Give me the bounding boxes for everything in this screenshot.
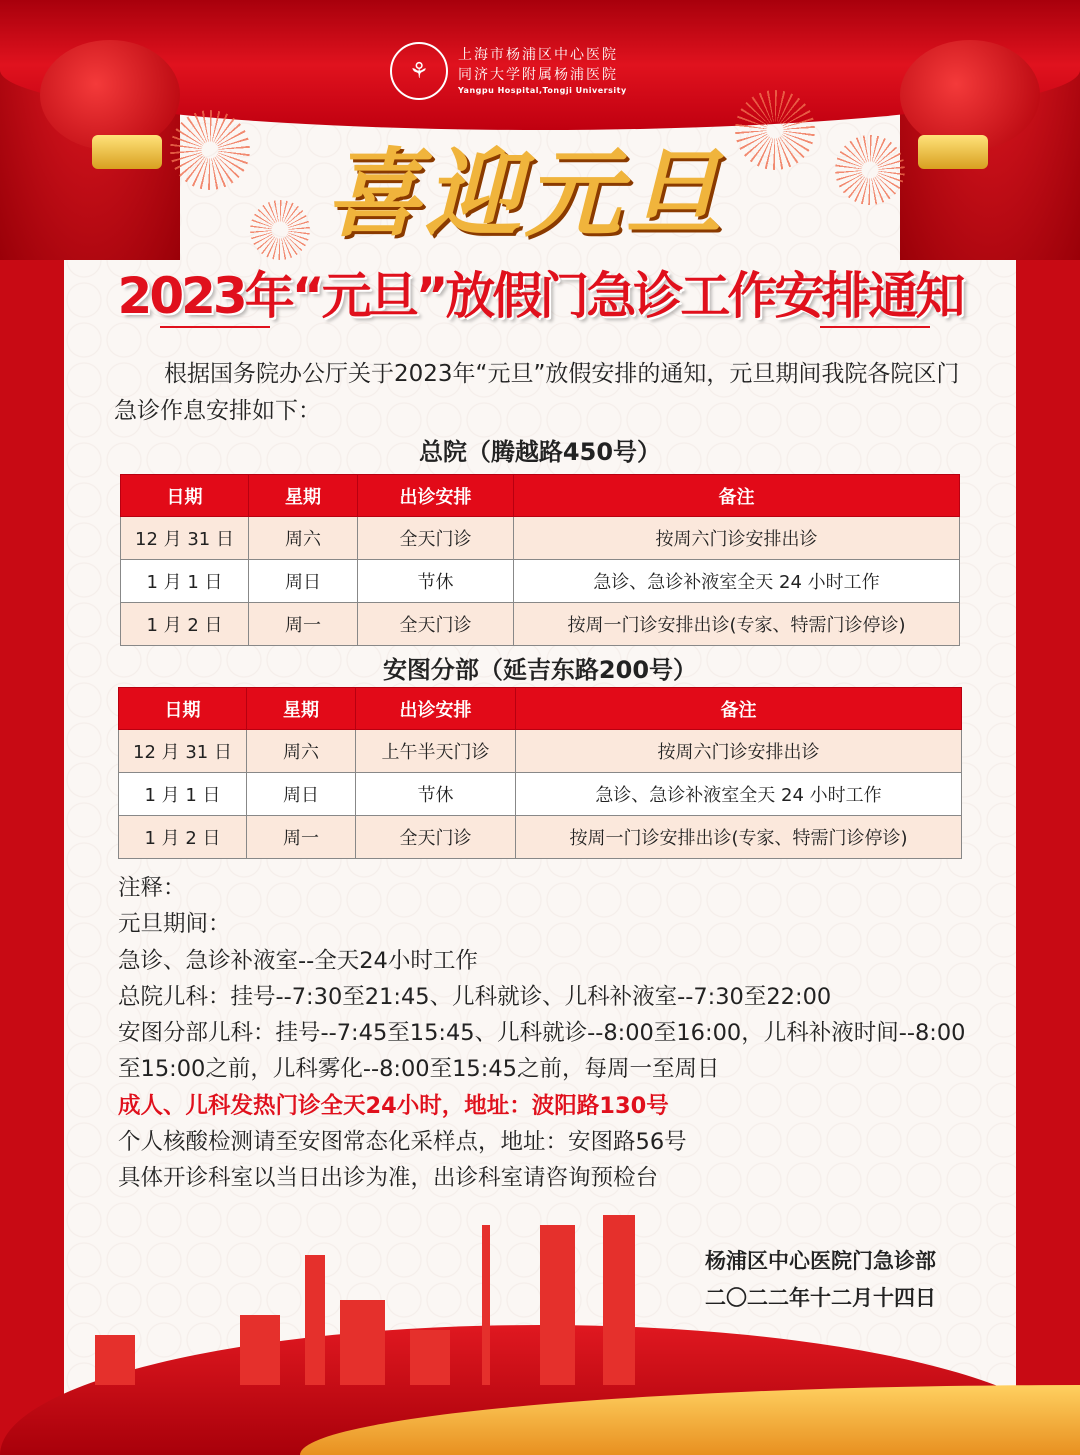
header-remarks: 备注 (514, 475, 960, 517)
cell-remarks: 按周六门诊安排出诊 (516, 730, 962, 773)
logo-name-en: Yangpu Hospital,Tongji University (458, 86, 627, 95)
cell-date: 1 月 1 日 (121, 560, 249, 603)
table-header-row (119, 688, 962, 730)
campus2-heading: 安图分部（延吉东路200号） (382, 656, 698, 684)
firework-icon (835, 135, 905, 205)
greeting-headline: 喜迎元旦 (325, 137, 725, 250)
cell-remarks: 急诊、急诊补液室全天 24 小时工作 (516, 773, 962, 816)
table-row (121, 560, 960, 603)
cell-date: 12 月 31 日 (119, 730, 247, 773)
table-row (119, 816, 962, 859)
cell-date: 12 月 31 日 (121, 517, 249, 560)
title-underline (820, 326, 930, 328)
cell-remarks: 按周一门诊安排出诊(专家、特需门诊停诊) (516, 816, 962, 859)
intro-paragraph: 根据国务院办公厅关于2023年“元旦”放假安排的通知，元旦期间我院各院区门急诊作息安排如下： (114, 361, 960, 424)
skyline-building (540, 1225, 575, 1385)
skyline-building (240, 1315, 280, 1385)
header-date: 日期 (121, 475, 249, 517)
hospital-logo (390, 42, 627, 100)
header-arrangement: 出诊安排 (356, 688, 516, 730)
cell-date: 1 月 1 日 (119, 773, 247, 816)
skyline-building (603, 1215, 635, 1385)
cell-arrangement: 全天门诊 (358, 603, 514, 646)
signature-department: 杨浦区中心医院门急诊部 (705, 1249, 936, 1273)
skyline-building (95, 1335, 135, 1385)
page-title: 2023年“元旦”放假门急诊工作安排通知 (117, 267, 963, 325)
header-arrangement: 出诊安排 (358, 475, 514, 517)
header-date: 日期 (119, 688, 247, 730)
skyline-building (305, 1255, 325, 1385)
lantern-tassel-left (92, 135, 162, 169)
notes-line: 总院儿科：挂号--7:30至21:45、儿科就诊、儿科补液室--7:30至22:00 (118, 983, 832, 1010)
cell-arrangement: 全天门诊 (358, 517, 514, 560)
notes-line: 具体开诊科室以当日出诊为准，出诊科室请咨询预检台 (118, 1165, 659, 1192)
logo-name-cn-2: 同济大学附属杨浦医院 (458, 67, 618, 83)
signature-date: 二〇二二年十二月十四日 (705, 1286, 936, 1310)
cell-remarks: 按周六门诊安排出诊 (514, 517, 960, 560)
cell-arrangement: 节休 (356, 773, 516, 816)
fever-clinic-notice: 成人、儿科发热门诊全天24小时，地址：波阳路130号 (118, 1092, 669, 1119)
notes-line: 急诊、急诊补液室--全天24小时工作 (118, 947, 478, 974)
cell-weekday: 周六 (249, 517, 358, 560)
cell-remarks: 急诊、急诊补液室全天 24 小时工作 (514, 560, 960, 603)
cell-arrangement: 上午半天门诊 (356, 730, 516, 773)
title-underline (160, 326, 270, 328)
cell-weekday: 周一 (247, 816, 356, 859)
notes-line: 元旦期间： (118, 911, 231, 938)
cell-remarks: 按周一门诊安排出诊(专家、特需门诊停诊) (514, 603, 960, 646)
campus1-heading: 总院（腾越路450号） (418, 438, 662, 466)
table-row (121, 603, 960, 646)
firework-icon (170, 110, 250, 190)
cell-arrangement: 全天门诊 (356, 816, 516, 859)
notes-line: 安图分部儿科：挂号--7:45至15:45、儿科就诊--8:00至16:00，儿科补液时间--8:00至15:00之前，儿科雾化--8:00至15:45之前，每周一至周日 (118, 1020, 966, 1083)
header-weekday: 星期 (247, 688, 356, 730)
skyline-tower (482, 1225, 490, 1385)
signature-block (705, 1243, 936, 1317)
campus2-schedule-table (118, 687, 962, 859)
cell-date: 1 月 2 日 (121, 603, 249, 646)
cell-weekday: 周一 (249, 603, 358, 646)
notes-section (118, 870, 968, 1197)
header-weekday: 星期 (249, 475, 358, 517)
cell-weekday: 周日 (247, 773, 356, 816)
hospital-seal-icon: ⚘ (390, 42, 448, 100)
skyline-building (410, 1330, 450, 1385)
notes-line: 个人核酸检测请至安图常态化采样点，地址：安图路56号 (118, 1129, 687, 1156)
lantern-right (900, 40, 1040, 150)
cell-weekday: 周六 (247, 730, 356, 773)
table-header-row (121, 475, 960, 517)
cell-date: 1 月 2 日 (119, 816, 247, 859)
cell-arrangement: 节休 (358, 560, 514, 603)
table-row (121, 517, 960, 560)
lantern-left (40, 40, 180, 150)
table-row (119, 773, 962, 816)
cell-weekday: 周日 (249, 560, 358, 603)
logo-name-cn: 上海市杨浦区中心医院 (458, 47, 618, 63)
skyline-building (340, 1300, 385, 1385)
campus1-schedule-table (120, 474, 960, 646)
lantern-tassel-right (918, 135, 988, 169)
notes-label: 注释： (118, 875, 186, 901)
header-remarks: 备注 (516, 688, 962, 730)
table-row (119, 730, 962, 773)
